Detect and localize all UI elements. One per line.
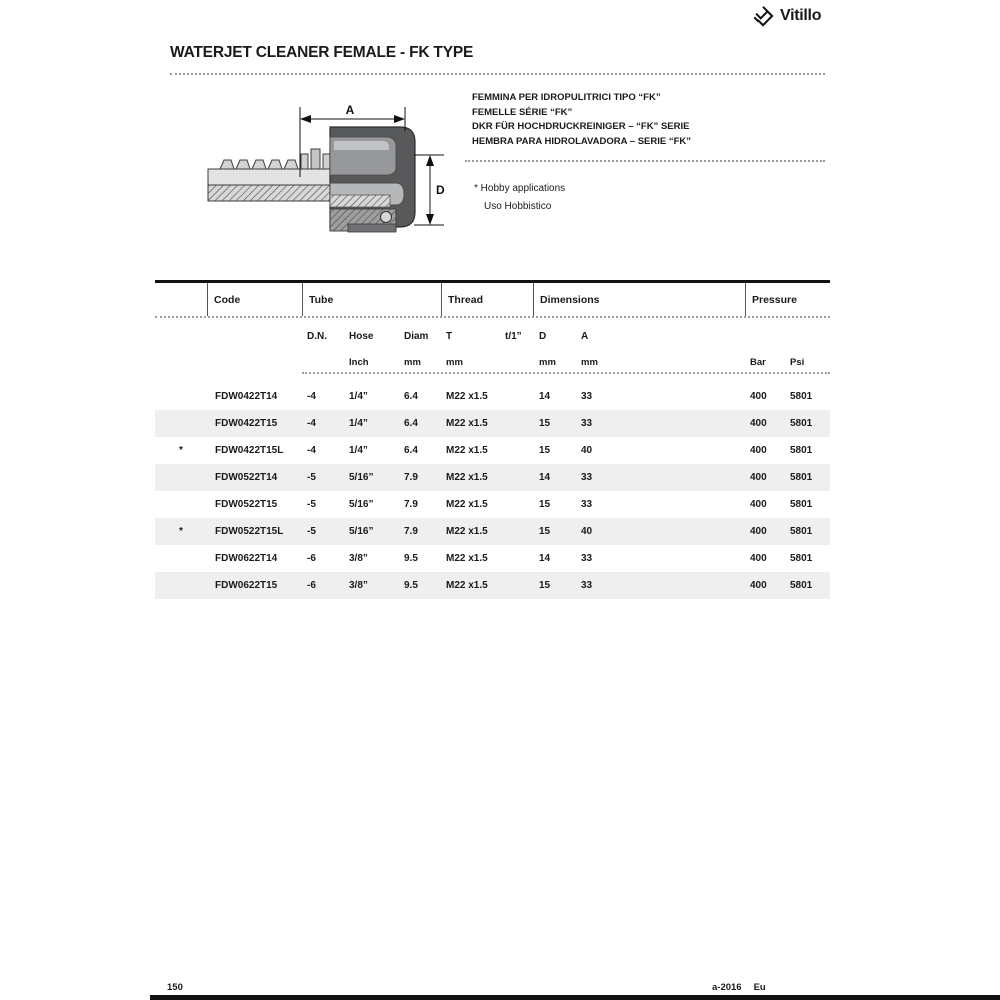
cell-a: 33 <box>581 580 593 591</box>
cell-diam: 7.9 <box>404 472 418 483</box>
group-cell-spacer <box>155 283 207 316</box>
group-cell-pressure: Pressure <box>745 283 830 316</box>
cell-d: 15 <box>539 499 551 510</box>
footer-right <box>712 982 766 993</box>
footer-bar <box>150 995 1000 1000</box>
page-title: WATERJET CLEANER FEMALE - FK TYPE <box>170 44 474 61</box>
cell-code: FDW0422T15L <box>215 445 284 456</box>
description-block <box>472 91 691 149</box>
cell-psi: 5801 <box>790 445 813 456</box>
brand-name: Vitillo <box>780 7 822 24</box>
group-cell-code: Code <box>207 283 302 316</box>
cell-diam: 6.4 <box>404 418 418 429</box>
table-subheader <box>155 318 830 344</box>
table-row <box>155 491 830 518</box>
table-row <box>155 545 830 572</box>
cell-hose: 1/4” <box>349 445 368 456</box>
unit-d: mm <box>539 357 556 368</box>
subheader-hose: Hose <box>349 331 374 342</box>
cell-psi: 5801 <box>790 499 813 510</box>
cell-bar: 400 <box>750 418 767 429</box>
table-row <box>155 518 830 545</box>
cell-code: FDW0422T14 <box>215 391 278 402</box>
cell-a: 33 <box>581 391 593 402</box>
cell-code: FDW0522T15L <box>215 526 284 537</box>
dimension-a-label: A <box>345 103 355 117</box>
group-cell-tube: Tube <box>302 283 441 316</box>
cell-psi: 5801 <box>790 472 813 483</box>
cell-psi: 5801 <box>790 391 813 402</box>
cell-code: FDW0522T15 <box>215 499 278 510</box>
cell-bar: 400 <box>750 553 767 564</box>
cell-psi: 5801 <box>790 418 813 429</box>
cell-diam: 6.4 <box>404 445 418 456</box>
cell-dn: -5 <box>307 472 316 483</box>
subheader-t: T <box>446 331 453 342</box>
cell-a: 33 <box>581 418 593 429</box>
subheader-t1: t/1” <box>505 331 522 342</box>
cell-bar: 400 <box>750 580 767 591</box>
cell-a: 33 <box>581 499 593 510</box>
product-table <box>155 280 830 599</box>
cell-psi: 5801 <box>790 553 813 564</box>
description-it: FEMMINA PER IDROPULITRICI TIPO “FK” <box>472 92 661 103</box>
cell-bar: 400 <box>750 499 767 510</box>
hobby-note <box>474 180 565 216</box>
nut-body <box>330 127 415 232</box>
unit-hose: Inch <box>349 357 369 368</box>
title-divider <box>170 73 825 75</box>
cell-dn: -4 <box>307 418 316 429</box>
table-row <box>155 437 830 464</box>
cell-d: 15 <box>539 580 551 591</box>
cell-thread: M22 x1.5 <box>446 580 488 591</box>
group-cell-dimensions: Dimensions <box>533 283 745 316</box>
unit-bar: Bar <box>750 357 766 368</box>
description-fr: FEMELLE SÉRIE “FK” <box>472 106 573 118</box>
footer-edition: a-2016 <box>712 982 742 993</box>
cell-a: 33 <box>581 553 593 564</box>
cell-a: 40 <box>581 445 593 456</box>
fitting-technical-drawing <box>198 97 450 262</box>
cell-bar: 400 <box>750 472 767 483</box>
cell-hose: 5/16” <box>349 526 374 537</box>
brand-logo <box>752 5 821 27</box>
cell-code: FDW0422T15 <box>215 418 278 429</box>
cell-d: 15 <box>539 418 551 429</box>
unit-diam: mm <box>404 357 421 368</box>
cell-hose: 1/4” <box>349 418 368 429</box>
cell-hose: 1/4” <box>349 391 368 402</box>
subheader-d: D <box>539 331 547 342</box>
table-row <box>155 410 830 437</box>
subheader-diam: Diam <box>404 331 429 342</box>
cell-a: 33 <box>581 472 593 483</box>
cell-psi: 5801 <box>790 580 813 591</box>
cell-d: 15 <box>539 526 551 537</box>
cell-thread: M22 x1.5 <box>446 418 488 429</box>
cell-diam: 6.4 <box>404 391 418 402</box>
cell-thread: M22 x1.5 <box>446 553 488 564</box>
cell-thread: M22 x1.5 <box>446 391 488 402</box>
unit-t: mm <box>446 357 463 368</box>
table-divider-units <box>302 372 830 374</box>
table-group-header <box>155 283 830 316</box>
cell-code: FDW0622T14 <box>215 553 278 564</box>
cell-thread: M22 x1.5 <box>446 526 488 537</box>
cell-thread: M22 x1.5 <box>446 499 488 510</box>
cell-dn: -5 <box>307 526 316 537</box>
hobby-note-it: Uso Hobbistico <box>484 201 552 212</box>
cell-diam: 9.5 <box>404 580 418 591</box>
cell-d: 15 <box>539 445 551 456</box>
cell-dn: -6 <box>307 553 316 564</box>
vitillo-diamond-icon <box>752 5 774 27</box>
cell-hose: 3/8” <box>349 553 368 564</box>
cell-hose: 5/16” <box>349 472 374 483</box>
description-de: DKR FÜR HOCHDRUCKREINIGER – “FK” SERIE <box>472 121 690 132</box>
subheader-dn: D.N. <box>307 331 327 342</box>
hobby-note-en: * Hobby applications <box>474 183 566 194</box>
unit-psi: Psi <box>790 357 805 368</box>
table-row <box>155 383 830 410</box>
cell-dn: -4 <box>307 391 316 402</box>
cell-thread: M22 x1.5 <box>446 472 488 483</box>
cell-thread: M22 x1.5 <box>446 445 488 456</box>
cell-dn: -6 <box>307 580 316 591</box>
cell-code: FDW0622T15 <box>215 580 278 591</box>
table-rows <box>155 383 830 599</box>
cell-psi: 5801 <box>790 526 813 537</box>
cell-d: 14 <box>539 553 551 564</box>
description-divider <box>465 160 825 162</box>
cell-dn: -4 <box>307 445 316 456</box>
footer-region: Eu <box>753 982 766 993</box>
cell-bar: 400 <box>750 526 767 537</box>
cell-diam: 7.9 <box>404 499 418 510</box>
cell-a: 40 <box>581 526 593 537</box>
group-cell-thread: Thread <box>441 283 533 316</box>
table-row <box>155 464 830 491</box>
page-number: 150 <box>167 982 183 993</box>
cell-code: FDW0522T14 <box>215 472 278 483</box>
cell-dn: -5 <box>307 499 316 510</box>
hose-tail <box>208 149 330 201</box>
unit-a: mm <box>581 357 598 368</box>
cell-hose: 3/8” <box>349 580 368 591</box>
cell-bar: 400 <box>750 391 767 402</box>
dimension-d-label: D <box>436 183 445 197</box>
cell-bar: 400 <box>750 445 767 456</box>
description-es: HEMBRA PARA HIDROLAVADORA – SERIE “FK” <box>472 135 692 147</box>
cell-hose: 5/16” <box>349 499 374 510</box>
cell-diam: 7.9 <box>404 526 418 537</box>
cell-d: 14 <box>539 391 551 402</box>
subheader-a: A <box>581 331 589 342</box>
table-units <box>155 344 830 372</box>
cell-star: * <box>179 526 183 537</box>
cell-star: * <box>179 445 183 456</box>
cell-diam: 9.5 <box>404 553 418 564</box>
table-row <box>155 572 830 599</box>
cell-d: 14 <box>539 472 551 483</box>
